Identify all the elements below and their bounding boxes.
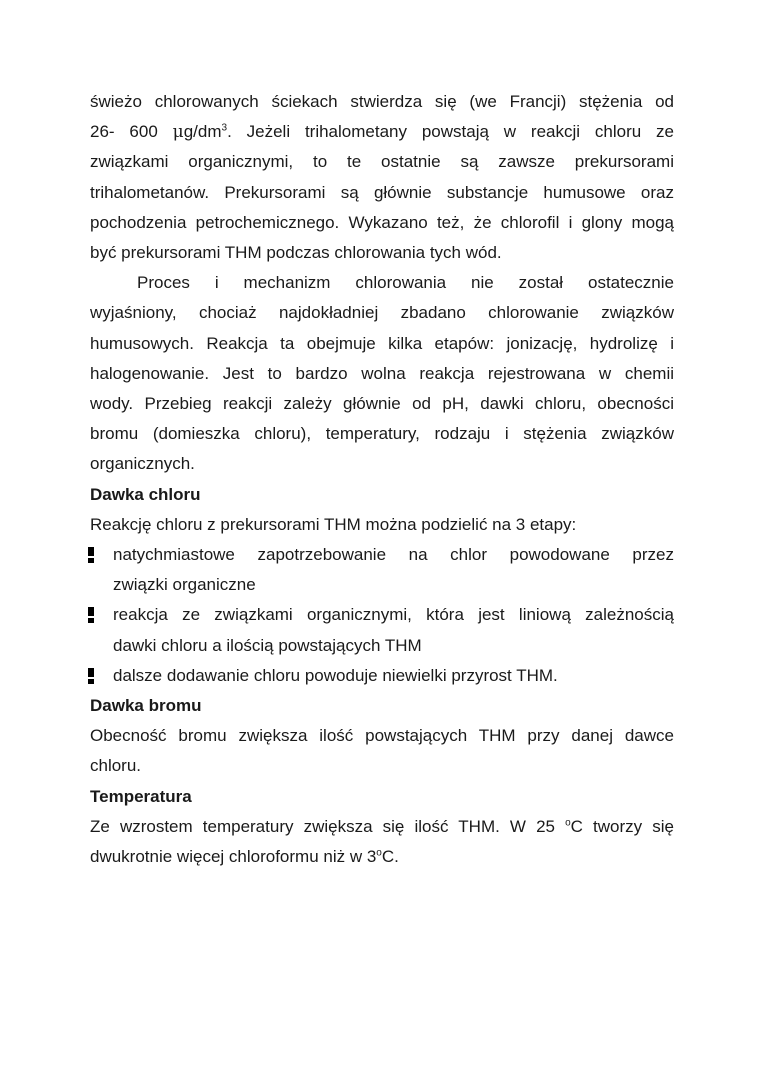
paragraph-line: bromu (domieszka chloru), temperatury, rodzaju i stężenia związków bbox=[90, 424, 674, 444]
paragraph-line: być prekursorami THM podczas chlorowania tych wód. bbox=[90, 243, 502, 263]
list-item-line: dalsze dodawanie chloru powoduje niewielki przyrost THM. bbox=[113, 665, 558, 685]
heading-bromine-dose: Dawka bromu bbox=[90, 696, 202, 716]
list-item-line: reakcja ze związkami organicznymi, która jest liniową zależnością bbox=[113, 605, 674, 625]
paragraph-line: Obecność bromu zwiększa ilość powstających THM przy danej dawce bbox=[90, 726, 674, 746]
document-page bbox=[90, 87, 674, 872]
paragraph-line: Proces i mechanizm chlorowania nie został ostatecznie bbox=[137, 273, 674, 293]
text-run: Ze wzrostem temperatury zwiększa się ilość THM. W 25 bbox=[90, 816, 566, 836]
paragraph-line: wody. Przebieg reakcji zależy głównie od pH, dawki chloru, obecności bbox=[90, 394, 674, 414]
paragraph-line: humusowych. Reakcja ta obejmuje kilka etapów: jonizację, hydrolizę i bbox=[90, 333, 674, 353]
paragraph-line bbox=[90, 117, 674, 147]
list-item bbox=[90, 540, 674, 600]
chlorine-intro bbox=[90, 510, 674, 540]
superscript: 3 bbox=[221, 122, 228, 134]
text-run: g/dm bbox=[183, 122, 222, 142]
text-run: . Jeżeli trihalometany powstają w reakcji chloru ze bbox=[227, 122, 674, 142]
text-run: C. bbox=[381, 847, 399, 867]
paragraph-line: pochodzenia petrochemicznego. Wykazano też, że chlorofil i glony mogą bbox=[90, 212, 674, 232]
list-item-line: natychmiastowe zapotrzebowanie na chlor powodowane przez bbox=[113, 545, 674, 565]
list-item-line: związki organiczne bbox=[113, 575, 256, 595]
paragraph-bromine bbox=[90, 721, 674, 781]
text-run: dwukrotnie więcej chloroformu niż w 3 bbox=[90, 847, 377, 867]
bullet-marker-icon bbox=[88, 547, 94, 563]
paragraph-thm-concentration bbox=[90, 87, 674, 268]
paragraph-chlorination-process bbox=[90, 268, 674, 479]
mu-symbol: μ bbox=[172, 122, 184, 143]
superscript: o bbox=[376, 847, 382, 859]
paragraph-line: organicznych. bbox=[90, 454, 195, 474]
bullet-marker-icon bbox=[88, 607, 94, 623]
paragraph-line: wyjaśniony, chociaż najdokładniej zbadano chlorowanie związków bbox=[90, 303, 674, 323]
list-item bbox=[90, 600, 674, 660]
paragraph-temperature bbox=[90, 812, 674, 872]
paragraph-line: halogenowanie. Jest to bardzo wolna reakcja rejestrowana w chemii bbox=[90, 363, 674, 383]
list-item bbox=[90, 661, 674, 691]
bullet-marker-icon bbox=[88, 668, 94, 684]
heading-chlorine-dose: Dawka chloru bbox=[90, 484, 201, 504]
text-run: 26- 600 bbox=[90, 122, 173, 142]
paragraph-line: związkami organicznymi, to te ostatnie są zawsze prekursorami bbox=[90, 152, 674, 172]
paragraph-line: świeżo chlorowanych ściekach stwierdza się (we Francji) stężenia od bbox=[90, 92, 674, 111]
heading-temperature: Temperatura bbox=[90, 786, 192, 806]
paragraph-line bbox=[90, 842, 674, 872]
chlorine-stages-list bbox=[90, 540, 674, 691]
paragraph-line: Reakcję chloru z prekursorami THM można podzielić na 3 etapy: bbox=[90, 514, 577, 534]
paragraph-line bbox=[90, 812, 674, 842]
paragraph-line: chloru. bbox=[90, 756, 142, 776]
paragraph-line: trihalometanów. Prekursorami są głównie substancje humusowe oraz bbox=[90, 182, 674, 202]
superscript: o bbox=[565, 817, 571, 829]
text-run: C tworzy się bbox=[570, 816, 674, 836]
list-item-line: dawki chloru a ilością powstających THM bbox=[113, 635, 422, 655]
